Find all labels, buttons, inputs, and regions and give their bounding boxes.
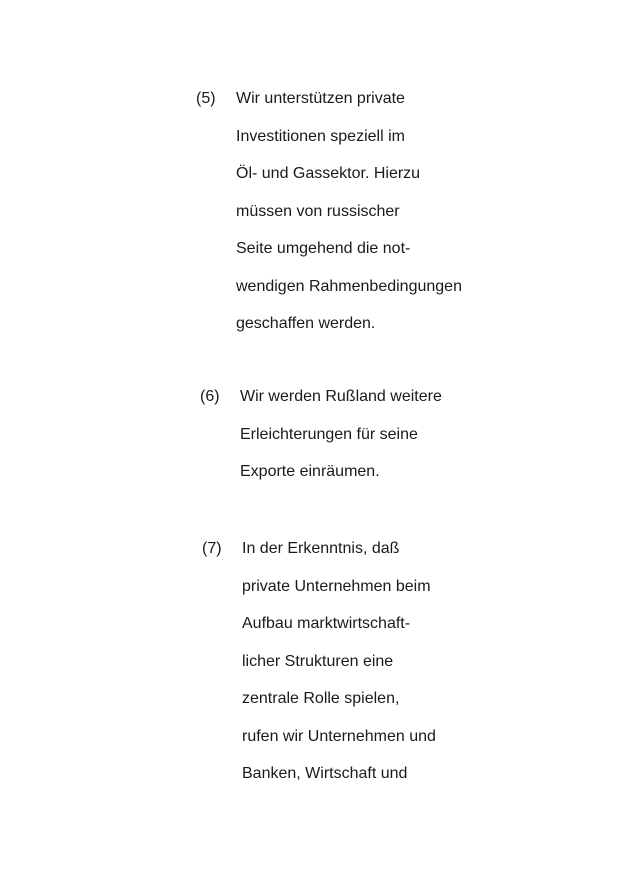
paragraph-text — [240, 378, 442, 491]
text-line: Investitionen speziell im — [236, 127, 405, 145]
text-line: müssen von russischer — [236, 202, 400, 220]
paragraph-number: (5) — [196, 90, 216, 107]
text-line: private Unternehmen beim — [242, 577, 431, 595]
paragraph-number: (6) — [200, 388, 220, 405]
text-line: Wir unterstützen private — [236, 90, 405, 107]
text-line: Erleichterungen für seine — [240, 425, 418, 443]
text-line: wendigen Rahmenbedingungen — [236, 277, 462, 295]
text-line: licher Strukturen eine — [242, 652, 394, 670]
text-line: Banken, Wirtschaft und — [242, 765, 408, 782]
text-line: zentrale Rolle spielen, — [242, 690, 400, 707]
text-line: Exporte einräumen. — [240, 463, 380, 480]
text-line: In der Erkenntnis, daß — [242, 540, 400, 557]
text-line: Aufbau marktwirtschaft- — [242, 615, 411, 632]
text-line: Seite umgehend die not- — [236, 240, 411, 257]
text-line: Öl- und Gassektor. Hierzu — [236, 165, 421, 182]
paragraph-text — [242, 530, 436, 793]
text-line: geschaffen werden. — [236, 315, 376, 332]
text-line: rufen wir Unternehmen und — [242, 727, 436, 745]
paragraph-text — [236, 80, 462, 343]
text-line: Wir werden Rußland weitere — [240, 388, 442, 405]
paragraph-number: (7) — [202, 540, 222, 557]
